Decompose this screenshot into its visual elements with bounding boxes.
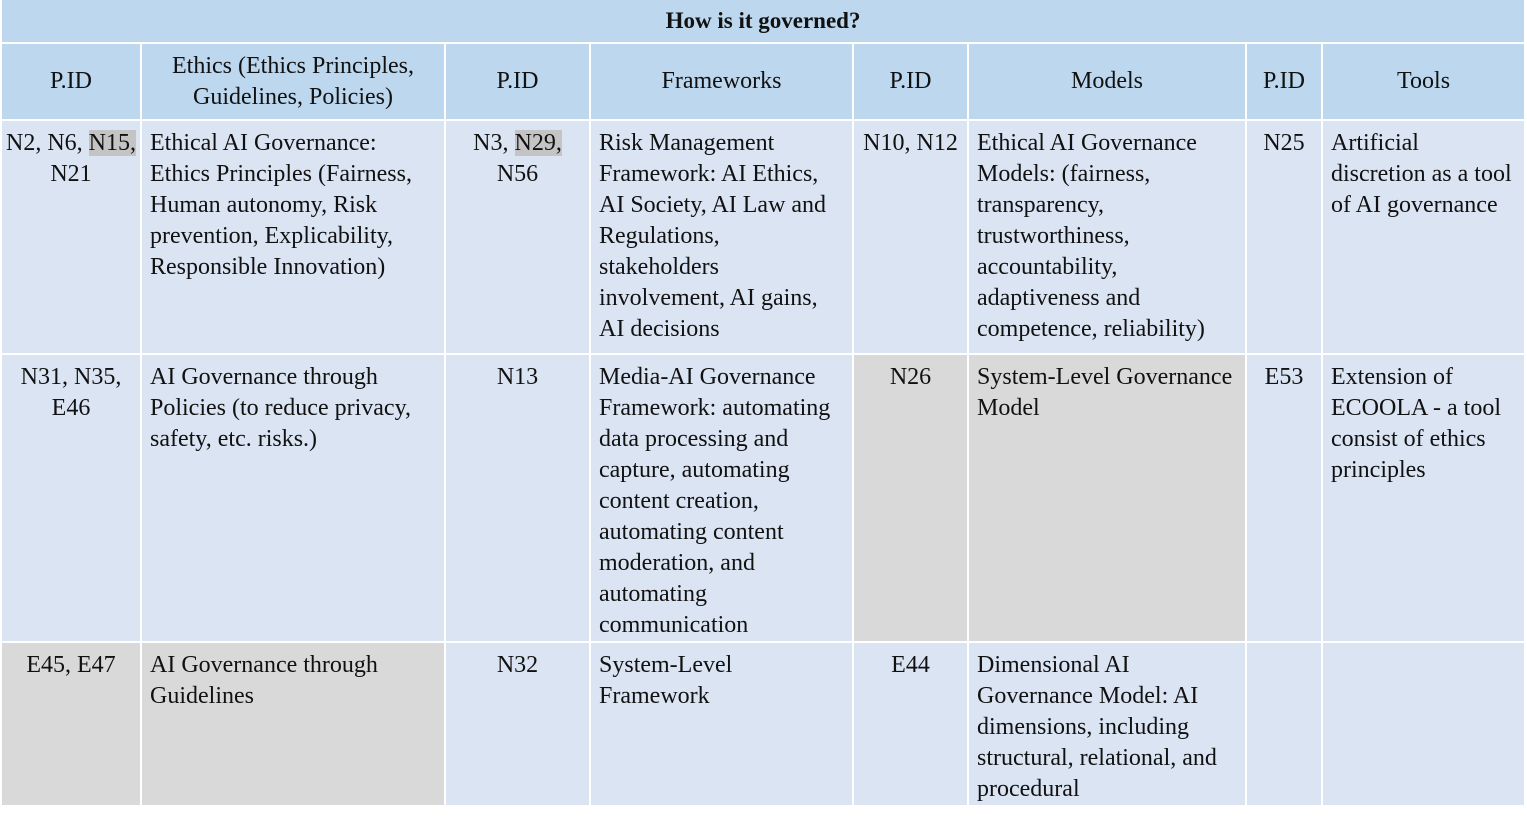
header-pid-tools: P.ID — [1247, 44, 1323, 121]
ethics-pid-cell: E45, E47 — [0, 643, 142, 807]
table-row — [0, 121, 1526, 355]
pid-text: N21 — [50, 161, 92, 187]
tools-cell: Extension of ECOOLA - a tool consist of ethics principles — [1323, 355, 1526, 643]
models-pid-cell: E44 — [854, 643, 969, 807]
ethics-pid-cell — [0, 121, 142, 355]
tools-cell: Artificial discretion as a tool of AI governance — [1323, 121, 1526, 355]
ethics-pid-cell: N31, N35, E46 — [0, 355, 142, 643]
table-row — [0, 355, 1526, 643]
title-row — [0, 0, 1526, 44]
models-pid-cell: N10, N12 — [854, 121, 969, 355]
pid-text: N56 — [496, 161, 539, 187]
header-models: Models — [969, 44, 1247, 121]
header-pid-frameworks: P.ID — [446, 44, 591, 121]
header-pid-models: P.ID — [854, 44, 969, 121]
tools-cell — [1323, 643, 1526, 807]
ethics-cell: Ethical AI Governance: Ethics Principles (Fairness, Human autonomy, Risk prevention, Explicability, Responsible Innovation) — [142, 121, 446, 355]
frameworks-cell: System-Level Framework — [591, 643, 854, 807]
highlighted-pid: N29, — [514, 130, 562, 156]
frameworks-pid-cell — [446, 121, 591, 355]
tools-pid-cell: E53 — [1247, 355, 1323, 643]
ethics-cell: AI Governance through Guidelines — [142, 643, 446, 807]
models-pid-cell: N26 — [854, 355, 969, 643]
table-title: How is it governed? — [0, 0, 1526, 44]
header-tools: Tools — [1323, 44, 1526, 121]
pid-text: N2, N6, — [6, 130, 89, 156]
header-ethics: Ethics (Ethics Principles, Guidelines, Policies) — [142, 44, 446, 121]
frameworks-cell: Risk Management Framework: AI Ethics, AI Society, AI Law and Regulations, stakeholders involvement, AI gains, AI decisions — [591, 121, 854, 355]
highlighted-pid: N15, — [88, 130, 137, 156]
ethics-cell: AI Governance through Policies (to reduce privacy, safety, etc. risks.) — [142, 355, 446, 643]
header-frameworks: Frameworks — [591, 44, 854, 121]
models-cell: Dimensional AI Governance Model: AI dimensions, including structural, relational, and procedural — [969, 643, 1247, 807]
models-cell: System-Level Governance Model — [969, 355, 1247, 643]
table-row — [0, 643, 1526, 807]
frameworks-pid-cell: N32 — [446, 643, 591, 807]
frameworks-cell: Media-AI Governance Framework: automating data processing and capture, automating content creation, automating content moderation, and automating communication — [591, 355, 854, 643]
header-row — [0, 44, 1526, 121]
tools-pid-cell — [1247, 643, 1323, 807]
header-pid-ethics: P.ID — [0, 44, 142, 121]
pid-text: N3, — [473, 130, 515, 156]
models-cell: Ethical AI Governance Models: (fairness, transparency, trustworthiness, accountability, adaptiveness and competence, reliability) — [969, 121, 1247, 355]
tools-pid-cell: N25 — [1247, 121, 1323, 355]
frameworks-pid-cell: N13 — [446, 355, 591, 643]
